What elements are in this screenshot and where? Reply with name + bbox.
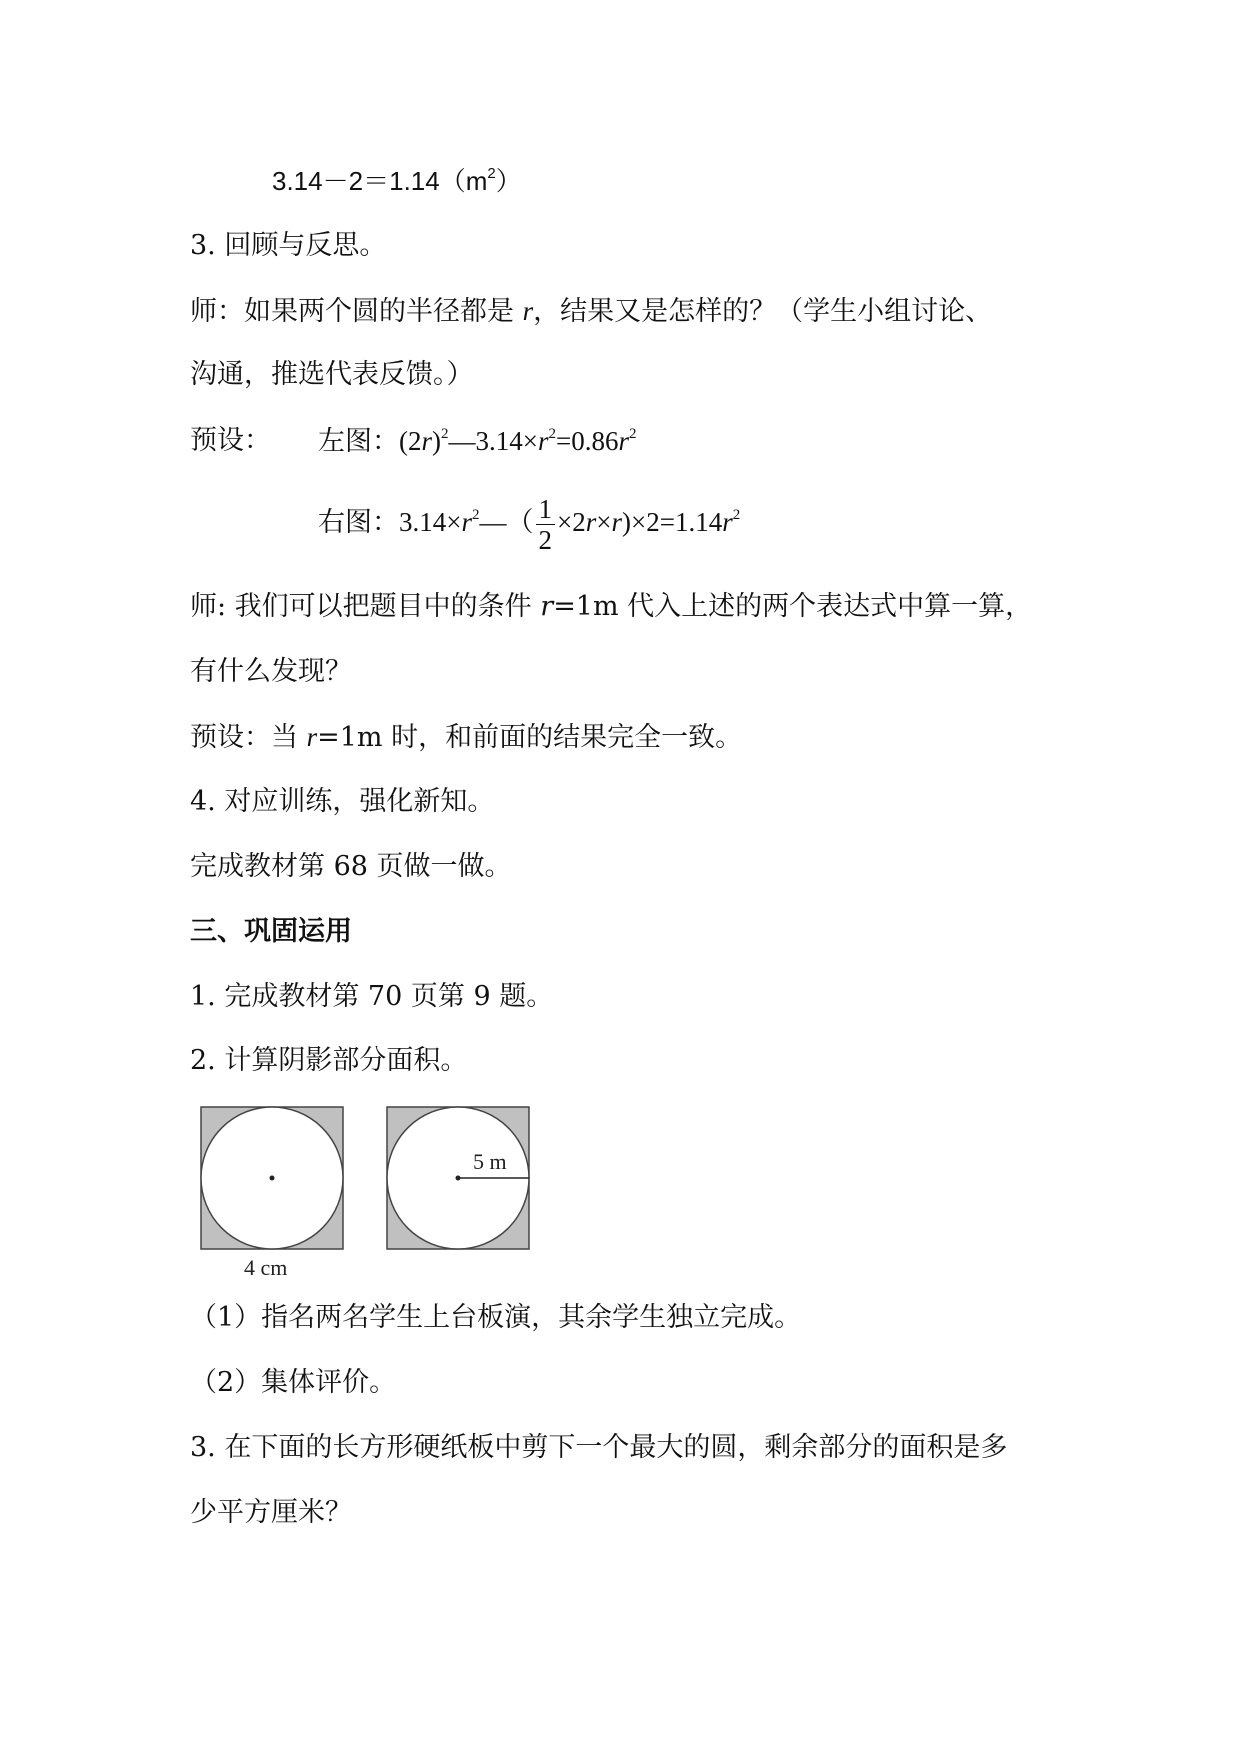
teacher-question-1-cont: 沟通，推选代表反馈。）	[190, 359, 474, 390]
center-dot-1	[270, 1176, 275, 1181]
section-4-title: 4. 对应训练，强化新知。	[190, 786, 495, 817]
calc-value: 3.14	[272, 166, 323, 196]
preset-2: 预设：当 r=1m 时，和前面的结果完全一致。	[190, 722, 743, 753]
figure-1-label: 4 cm	[244, 1255, 288, 1280]
shaded-area-figures	[195, 1105, 555, 1285]
teacher-question-1: 师：如果两个圆的半径都是 r，结果又是怎样的？（学生小组讨论、	[190, 296, 993, 327]
preset-label: 预设：	[190, 425, 271, 456]
task-3: 3. 在下面的长方形硬纸板中剪下一个最大的圆，剩余部分的面积是多	[190, 1432, 1008, 1463]
figure-1	[201, 1107, 343, 1280]
left-figure-formula: 左图：$(2r)^2—3.14\times r^2=0.86r^2$	[318, 426, 637, 457]
section-3-title: 3. 回顾与反思。	[190, 230, 387, 261]
sub-step-1: （1）指名两名学生上台板演，其余学生独立完成。	[190, 1302, 802, 1333]
task-2: 2. 计算阴影部分面积。	[190, 1045, 468, 1076]
sub-step-2: （2）集体评价。	[190, 1367, 397, 1398]
section-heading: 三、巩固运用	[190, 916, 352, 947]
figure-2-label: 5 m	[473, 1149, 507, 1174]
teacher-question-2-cont: 有什么发现？	[190, 656, 352, 687]
figure-2	[387, 1107, 529, 1249]
right-figure-formula: 右图：$3.14\times r^2—$（ $\frac{1}{2}$ $\times 2r\times r)\times 2=1.14r^2$	[318, 494, 741, 556]
teacher-question-2: 师: 我们可以把题目中的条件 r=1m 代入上述的两个表达式中算一算，	[190, 591, 1033, 622]
center-dot-2	[456, 1176, 461, 1181]
calc-result-line: $3.14-2=1.14(m^2)$	[272, 165, 522, 196]
fraction-half: $\frac{1}{2}$	[536, 494, 556, 555]
task-1: 1. 完成教材第 70 页第 9 题。	[190, 981, 554, 1012]
section-4-task: 完成教材第 68 页做一做。	[190, 851, 512, 882]
task-3-cont: 少平方厘米？	[190, 1497, 352, 1528]
